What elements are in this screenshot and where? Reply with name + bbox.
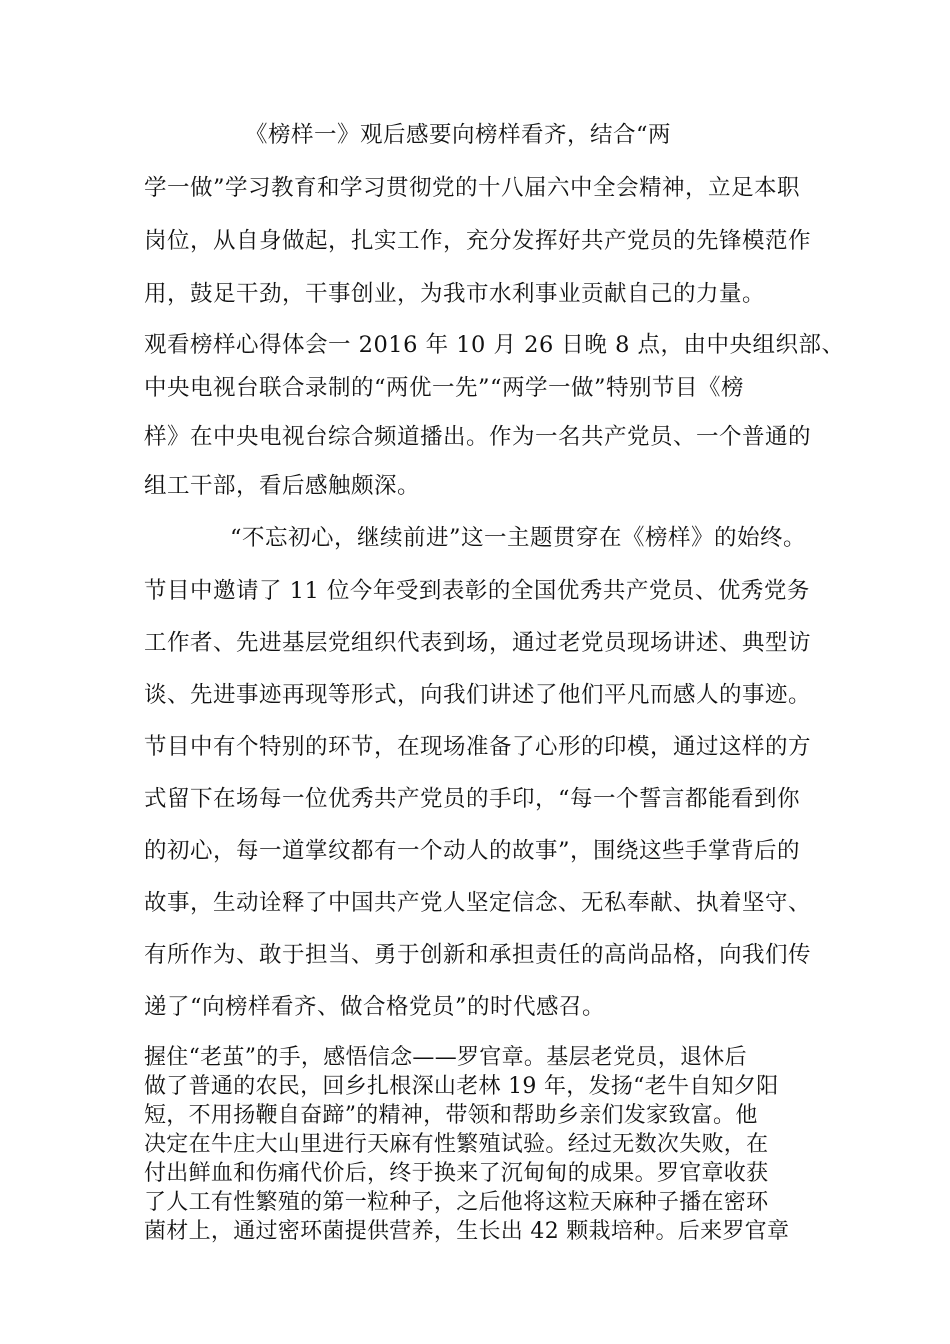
paragraph-4-line-5: 付出鲜血和伤痛代价后，终于换来了沉甸甸的成果。罗官章收获 — [144, 1161, 769, 1186]
paragraph-1-line-1: 《榜样一》观后感要向榜样看齐，结合“两 — [245, 122, 672, 148]
paragraph-3-line-8: 故事，生动诠释了中国共产党人坚定信念、无私奉献、执着坚守、 — [144, 890, 812, 916]
paragraph-3-line-2: 节目中邀请了 11 位今年受到表彰的全国优秀共产党员、优秀党务 — [144, 578, 810, 604]
paragraph-3-line-10: 递了“向榜样看齐、做合格党员”的时代感召。 — [144, 994, 606, 1020]
paragraph-3-line-5: 节目中有个特别的环节，在现场准备了心形的印模，通过这样的方 — [144, 734, 812, 760]
paragraph-4-line-6: 了人工有性繁殖的第一粒种子，之后他将这粒天麻种子播在密环 — [144, 1190, 769, 1215]
paragraph-4-line-2: 做了普通的农民，回乡扎根深山老林 19 年，发扬“老牛自知夕阳 — [144, 1074, 779, 1099]
paragraph-3-line-6: 式留下在场每一位优秀共产党员的手印，“每一个誓言都能看到你 — [144, 786, 801, 812]
paragraph-4-line-1: 握住“老茧”的手，感悟信念——罗官章。基层老党员，退休后 — [144, 1045, 747, 1070]
paragraph-2-line-2: 中央电视台联合录制的“两优一先”“两学一做”特别节目《榜 — [144, 375, 745, 401]
paragraph-2-line-1: 观看榜样心得体会一 2016 年 10 月 26 日晚 8 点，由中央组织部、 — [144, 332, 845, 358]
paragraph-3-line-3: 工作者、先进基层党组织代表到场，通过老党员现场讲述、典型访 — [144, 630, 812, 656]
paragraph-2-line-4: 组工干部，看后感触颇深。 — [144, 473, 421, 499]
paragraph-4-line-4: 决定在牛庄大山里进行天麻有性繁殖试验。经过无数次失败，在 — [144, 1132, 769, 1157]
paragraph-4-line-3: 短，不用扬鞭自奋蹄”的精神，带领和帮助乡亲们发家致富。他 — [144, 1103, 758, 1128]
paragraph-3-line-4: 谈、先进事迹再现等形式，向我们讲述了他们平凡而感人的事迹。 — [144, 682, 812, 708]
paragraph-1-line-4: 用，鼓足干劲，干事创业，为我市水利事业贡献自己的力量。 — [144, 281, 766, 307]
paragraph-4-line-7: 菌材上，通过密环菌提供营养，生长出 42 颗栽培种。后来罗官章 — [144, 1219, 790, 1244]
paragraph-3-line-1: “不忘初心，继续前进”这一主题贯穿在《榜样》的始终。 — [230, 525, 807, 551]
paragraph-3-line-7: 的初心，每一道掌纹都有一个动人的故事”，围绕这些手掌背后的 — [144, 838, 801, 864]
paragraph-2-line-3: 样》在中央电视台综合频道播出。作为一名共产党员、一个普通的 — [144, 424, 812, 450]
paragraph-1-line-2: 学一做”学习教育和学习贯彻党的十八届六中全会精神，立足本职 — [144, 175, 801, 201]
paragraph-1-line-3: 岗位，从自身做起，扎实工作，充分发挥好共产党员的先锋模范作 — [144, 228, 812, 254]
paragraph-3-line-9: 有所作为、敢于担当、勇于创新和承担责任的高尚品格，向我们传 — [144, 942, 812, 968]
